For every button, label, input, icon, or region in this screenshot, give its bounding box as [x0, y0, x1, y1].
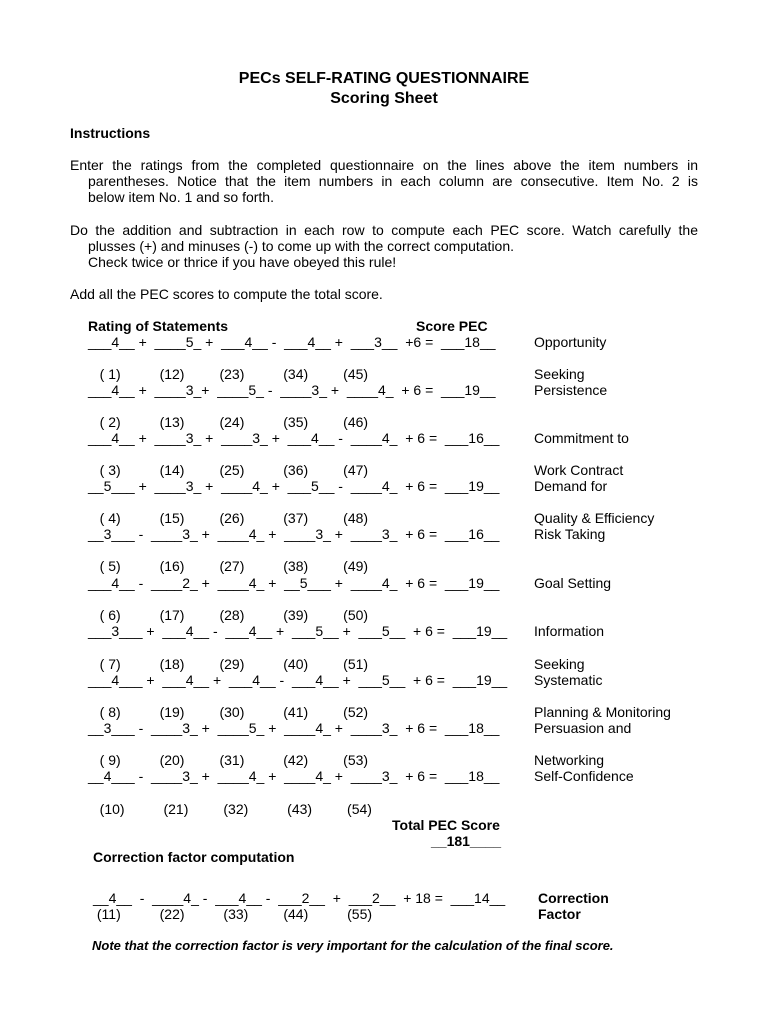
item-numbers-row: ( 7) (18) (29) (40) (51): [88, 656, 369, 672]
paragraph-line: Enter the ratings from the completed questionnaire on the lines above the item numbers in: [70, 157, 698, 173]
item-numbers-row: ( 9) (20) (31) (42) (53): [88, 752, 369, 768]
correction-formula-row: __4__ - ____4_ - ___4__ - ___2__ + ___2__ + 18 = ___14__: [93, 890, 506, 906]
page-subtitle: Scoring Sheet: [330, 90, 438, 107]
pec-label: Persuasion and: [534, 720, 632, 736]
item-numbers-row: ( 6) (17) (28) (39) (50): [88, 607, 369, 623]
item-numbers-row: ( 2) (13) (24) (35) (46): [88, 414, 369, 430]
score-formula-row: ___4__ + ____5_ + ___4__ - ___4__ + ___3__ +6 = ___18__: [88, 334, 496, 350]
page-title: PECs SELF-RATING QUESTIONNAIRE: [238, 70, 530, 87]
score-formula-row: ___4___ + ___4__ + ___4__ - ___4__ + ___5__ + 6 = ___19__: [88, 672, 508, 688]
item-numbers-row: ( 1) (12) (23) (34) (45): [88, 366, 369, 382]
score-header: Score PEC: [416, 318, 488, 334]
footnote: Note that the correction factor is very important for the calculation of the final score.: [92, 938, 614, 953]
score-formula-row: ___4__ - ____2_ + ____4_ + __5___ + ____4_ + 6 = ___19__: [88, 575, 500, 591]
instructions-paragraph-1: [70, 157, 698, 205]
rating-header: Rating of Statements: [88, 318, 229, 334]
pec-label: Planning & Monitoring: [534, 704, 671, 720]
score-formula-row: ___4__ + ____3_+ ____5_ - ____3_ + ____4_ + 6 = ___19__: [88, 382, 496, 398]
instructions-heading: Instructions: [70, 125, 151, 141]
pec-label: Persistence: [534, 382, 608, 398]
pec-label: Seeking: [534, 366, 585, 382]
score-formula-row: __3___ - ____3_ + ____5_ + ____4_ + ____3_ + 6 = ___18__: [88, 720, 500, 736]
item-numbers-row: ( 8) (19) (30) (41) (52): [88, 704, 369, 720]
pec-label: Commitment to: [534, 430, 629, 446]
correction-label: Correction: [538, 890, 609, 906]
paragraph-line: parentheses. Notice that the item numbers in each column are consecutive. Item No. 2 is: [88, 173, 698, 189]
correction-heading: Correction factor computation: [93, 849, 295, 865]
pec-label: Information: [534, 623, 605, 639]
total-pec-score-label: Total PEC Score: [392, 817, 500, 833]
pec-label: Quality & Efficiency: [534, 510, 655, 526]
score-formula-row: ___4__ + ____3_ + ____3_ + ___4__ - ____4_ + 6 = ___16__: [88, 430, 500, 446]
pec-label: Risk Taking: [534, 526, 606, 542]
score-formula-row: __5___ + ____3_ + ____4_ + ___5__ - ____4_ + 6 = ___19__: [88, 478, 500, 494]
pec-label: Networking: [534, 752, 605, 768]
instructions-paragraph-3: Add all the PEC scores to compute the total score.: [70, 286, 383, 302]
total-pec-score-value: __181____: [431, 833, 502, 849]
paragraph-line: Check twice or thrice if you have obeyed this rule!: [88, 254, 397, 270]
pec-label: Self-Confidence: [534, 768, 634, 784]
score-formula-row: __4___ - ____3_ + ____4_ + ____4_ + ____3_ + 6 = ___18__: [88, 768, 500, 784]
score-formula-row: ___3___ + ___4__ - ___4__ + ___5__ + ___5__ + 6 = ___19__: [88, 623, 508, 639]
pec-label: Goal Setting: [534, 575, 612, 591]
correction-item-numbers: (11) (22) (33) (44) (55): [93, 906, 373, 922]
pec-label: Systematic: [534, 672, 603, 688]
item-numbers-row: (10) (21) (32) (43) (54): [88, 801, 372, 817]
score-formula-row: __3___ - ____3_ + ____4_ + ____3_ + ____3_ + 6 = ___16__: [88, 526, 500, 542]
pec-label: Demand for: [534, 478, 608, 494]
pec-label: Work Contract: [534, 462, 624, 478]
correction-label-factor: Factor: [538, 906, 581, 922]
paragraph-line: below item No. 1 and so forth.: [88, 189, 274, 205]
paragraph-line: Do the addition and subtraction in each row to compute each PEC score. Watch carefully the: [70, 222, 698, 238]
pec-label: Seeking: [534, 656, 585, 672]
item-numbers-row: ( 3) (14) (25) (36) (47): [88, 462, 369, 478]
paragraph-line: plusses (+) and minuses (-) to come up with the correct computation.: [88, 238, 515, 254]
item-numbers-row: ( 4) (15) (26) (37) (48): [88, 510, 369, 526]
pec-label: Opportunity: [534, 334, 607, 350]
item-numbers-row: ( 5) (16) (27) (38) (49): [88, 558, 369, 574]
instructions-paragraph-2: [70, 222, 698, 270]
